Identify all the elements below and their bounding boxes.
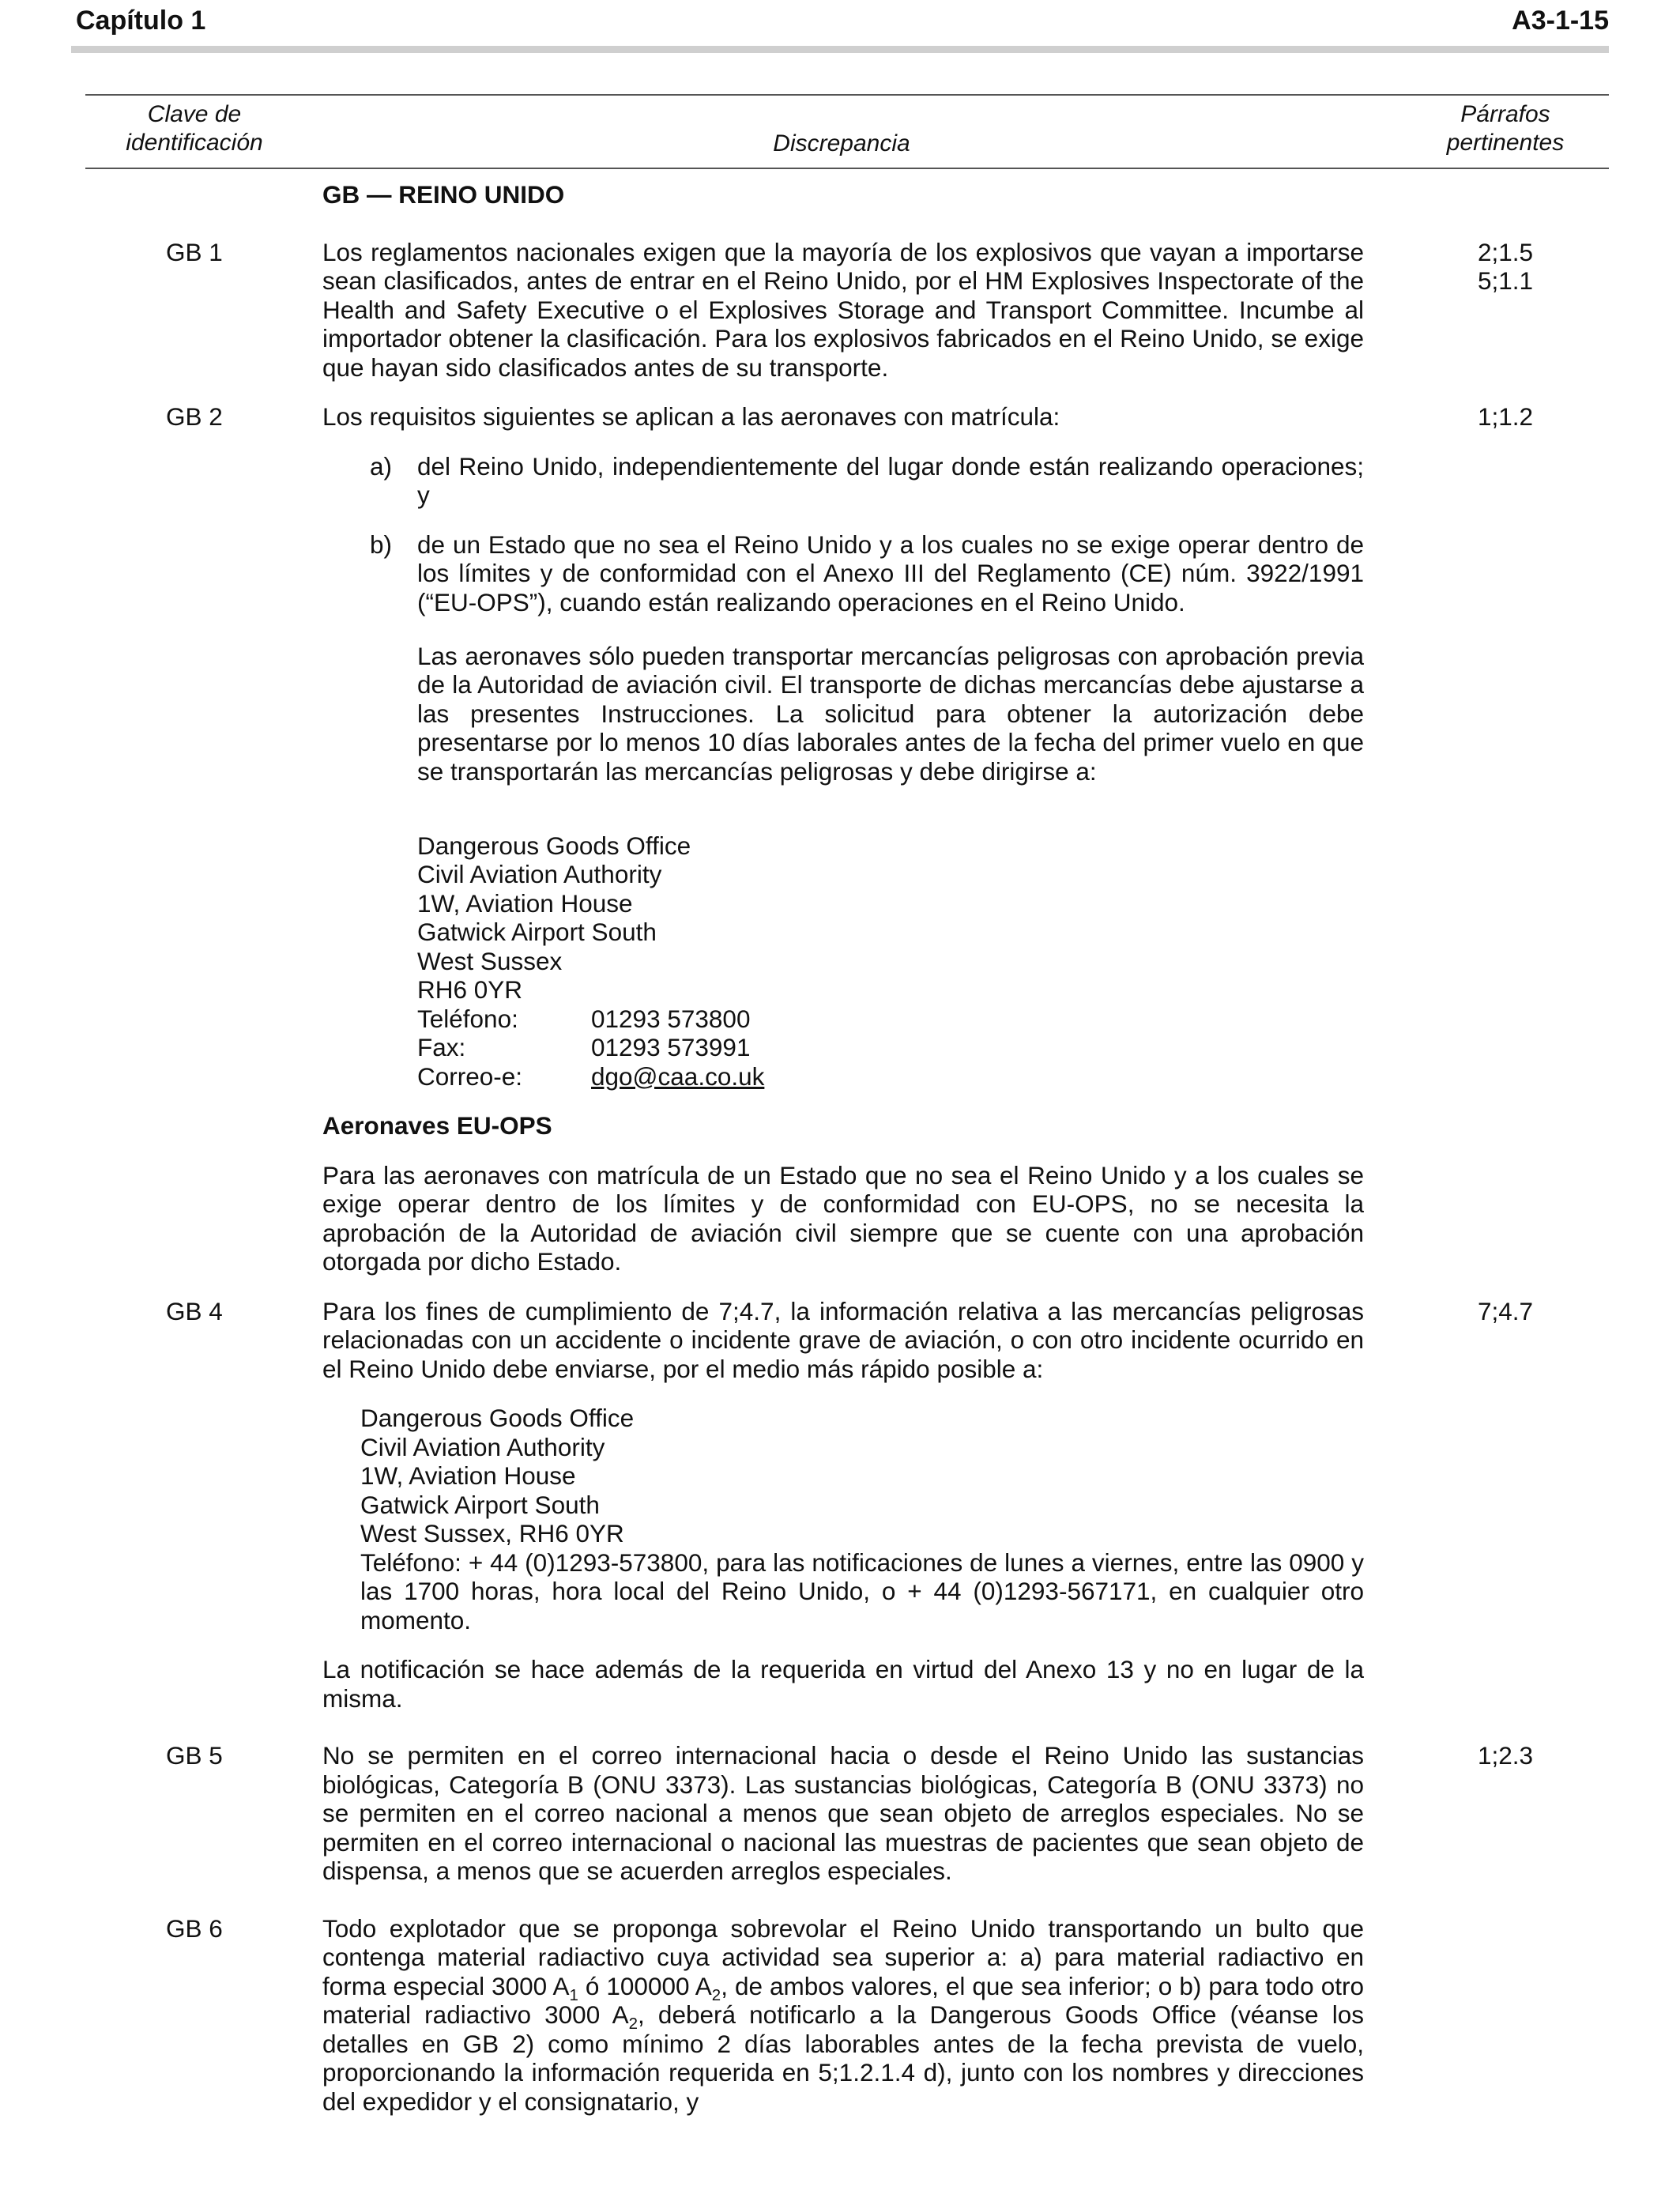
- address-line: Dangerous Goods Office: [360, 1404, 635, 1432]
- list-text: del Reino Unido, independientemente del lugar donde están realizando operaciones; y: [417, 451, 1364, 509]
- address-line: RH6 0YR: [417, 975, 523, 1004]
- euops-heading: Aeronaves EU-OPS: [322, 1111, 552, 1140]
- entry-paragraphs: 2;1.5 5;1.1: [1477, 237, 1534, 295]
- address-line: 1W, Aviation House: [360, 1461, 576, 1490]
- phone-text: Teléfono: + 44 (0)1293-573800, para las notificaciones de lunes a viernes, entre las 0900 y las 1700 horas, hora local del Reino Unido, o + 44 (0)1293-567171, en cualquier otro momento.: [360, 1547, 1364, 1634]
- column-header-discrepancy: Discrepancia: [773, 130, 910, 156]
- chapter-title: Capítulo 1: [76, 6, 206, 36]
- list-label: a): [370, 451, 393, 481]
- address-block: [360, 1404, 1364, 1634]
- list-item-b: [370, 530, 1364, 617]
- page-number: A3-1-15: [1512, 6, 1609, 36]
- entry-gb6: [0, 1914, 1680, 2117]
- address-line: West Sussex, RH6 0YR: [360, 1519, 624, 1547]
- entry-gb5: [0, 1741, 1680, 1886]
- entry-text: Los reglamentos nacionales exigen que la mayoría de los explosivos que vayan a importarse sean clasificados, antes de entrar en el Reino Unido, por el HM Explosives Inspectorate of the Health and Safety Executive o el Explosives Storage and Transport Committee. Incumbe al importador obtener la clasificación. Para los explosivos fabricados en el Reino Unido, se exige que hayan sido clasificados antes de su transporte.: [322, 237, 1364, 382]
- euops-text: Para las aeronaves con matrícula de un Estado que no sea el Reino Unido y a los cuales se exige operar dentro de los límites y de conformidad con EU-OPS, no se necesita la aprobación de la Autoridad de aviación civil siempre que se cuente con una aprobación otorgada por dicho Estado.: [322, 1160, 1364, 1276]
- entry-key: GB 4: [166, 1296, 223, 1325]
- address-line: Gatwick Airport South: [360, 1490, 600, 1519]
- entry-key: GB 1: [166, 237, 223, 266]
- approval-text: Las aeronaves sólo pueden transportar mercancías peligrosas con aprobación previa de la Autoridad de aviación civil. El transporte de dichas mercancías debe ajustarse a las presentes Instrucciones. La solicitud para obtener la autorización debe presentarse por lo menos 10 días laborales antes de la fecha del primer vuelo en que se transportarán las mercancías peligrosas y debe dirigirse a:: [417, 641, 1364, 786]
- entry-paragraphs: 7;4.7: [1477, 1296, 1534, 1325]
- entry-gb4: [0, 1297, 1680, 1713]
- section-title: GB — REINO UNIDO: [322, 180, 565, 209]
- entry-key: GB 5: [166, 1741, 223, 1770]
- address-line: Gatwick Airport South: [417, 918, 657, 946]
- entry-key: GB 6: [166, 1913, 223, 1943]
- address-line: 1W, Aviation House: [417, 888, 633, 918]
- phone-row: Teléfono: 01293 573800: [417, 1004, 751, 1033]
- address-line: West Sussex: [417, 946, 563, 975]
- column-header-paragraphs: Párrafos pertinentes: [1446, 101, 1565, 156]
- address-line: Civil Aviation Authority: [360, 1432, 605, 1461]
- list-text: de un Estado que no sea el Reino Unido y a los cuales no se exige operar dentro de los límites y de conformidad con el Anexo III del Reglamento (CE) núm. 3922/1991 (“EU-OPS”), cuando están realizando operaciones en el Reino Unido.: [417, 530, 1364, 616]
- entry-paragraphs: 1;1.2: [1477, 402, 1534, 431]
- entry-gb1: [0, 238, 1680, 383]
- address-block: [417, 831, 1680, 1091]
- header-rule: [71, 46, 1609, 53]
- discrepancy-table-body: [0, 180, 1680, 2116]
- email-row: Correo-e: dgo@caa.co.uk: [417, 1061, 765, 1091]
- fax-row: Fax: 01293 573991: [417, 1033, 751, 1061]
- entry-gb2: [0, 402, 1680, 1276]
- column-header-key: Clave de identificación: [126, 101, 263, 156]
- email-link[interactable]: dgo@caa.co.uk: [591, 1061, 765, 1091]
- entry-paragraphs: 1;2.3: [1477, 1741, 1534, 1770]
- entry-text: Para los fines de cumplimiento de 7;4.7, la información relativa a las mercancías peligrosas relacionadas con un accidente o incidente grave de aviación, o con otro incidente ocurrido en el Reino Unido debe enviarse, por el medio más rápido posible a:: [322, 1296, 1364, 1383]
- table-header-bottom-rule: [85, 168, 1609, 169]
- table-header-top-rule: [85, 94, 1609, 96]
- entry-text: Todo explotador que se proponga sobrevolar el Reino Unido transportando un bulto que contenga material radiactivo cuya actividad sea superior a: a) para material radiactivo en forma especial 3000 $A_1$ ó 100000 $A_2$, de ambos valores, el que sea inferior; o b) para todo otro material radiactivo 3000 $A_2$, deberá notificarlo a la Dangerous Goods Office (véanse los detalles en GB 2) como mínimo 2 días laborables antes de la fecha prevista de vuelo, proporcionando la información requerida en 5;1.2.1.4 d), junto con los nombres y direcciones del expedidor y el consignatario, y: [322, 1913, 1364, 2116]
- address-line: Dangerous Goods Office: [417, 831, 691, 860]
- entry-text: No se permiten en el correo internacional hacia o desde el Reino Unido las sustancias biológicas, Categoría B (ONU 3373). Las sustancias biológicas, Categoría B (ONU 3373) no se permiten en el correo nacional a menos que sean objeto de arreglos especiales. No se permiten en el correo internacional o nacional las muestras de pacientes que sean objeto de dispensa, a menos que se acuerden arreglos especiales.: [322, 1741, 1364, 1885]
- entry-intro: Los requisitos siguientes se aplican a las aeronaves con matrícula:: [322, 402, 1060, 431]
- entry-key: GB 2: [166, 402, 223, 431]
- list-item-a: [370, 451, 1364, 510]
- address-line: Civil Aviation Authority: [417, 860, 662, 888]
- notification-note: La notificación se hace además de la requerida en virtud del Anexo 13 y no en lugar de la misma.: [322, 1655, 1364, 1713]
- list-label: b): [370, 530, 393, 559]
